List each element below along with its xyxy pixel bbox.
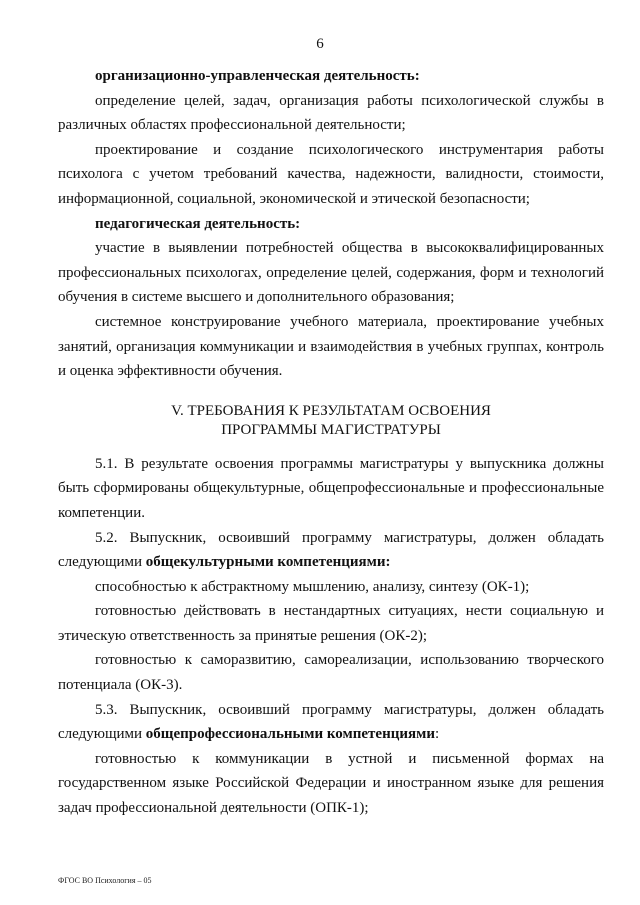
activity-label-ped: педагогическая деятельность: <box>95 215 301 232</box>
activity-label-org: организационно-управленческая деятельность: <box>95 68 420 84</box>
paragraph: определение целей, задач, организация работы психологической службы в различных областях профессиональной деятельности; <box>58 92 604 134</box>
clause-5-3-colon: : <box>434 726 440 743</box>
competence-ok3: готовностью к саморазвитию, самореализации, использованию творческого потенциала (ОК-3). <box>58 652 604 694</box>
paragraph: проектирование и создание психологического инструментария работы психолога с учетом требований качества, надежности, валидности, стоимости, информационной, социальной, экономической и этической безопасности; <box>58 141 604 207</box>
clause-5-1: 5.1. В результате освоения программы магистратуры у выпускника должны быть сформированы общекультурные, общепрофессиональные и профессиональные компетенции. <box>58 455 604 521</box>
clause-5-3-bold: общепрофессиональными компетенциями <box>145 726 435 743</box>
clause-5-3 <box>58 698 604 747</box>
clause-5-3-text: 5.3. Выпускник, освоивший программу магистратуры, должен обладать следующими <box>58 701 604 743</box>
competence-ok1: способностью к абстрактному мышлению, анализу, синтезу (ОК-1); <box>95 578 530 595</box>
section-heading-line2: ПРОГРАММЫ МАГИСТРАТУРЫ <box>221 421 441 438</box>
clause-5-2-text: 5.2. Выпускник, освоивший программу магистратуры, должен обладать следующими <box>58 529 604 571</box>
document-body <box>58 64 604 821</box>
paragraph: участие в выявлении потребностей общества в высококвалифицированных профессиональных психологах, определение целей, содержания, форм и технологий обучения в системе высшего и дополнительного образования; <box>58 240 604 306</box>
paragraph: системное конструирование учебного материала, проектирование учебных занятий, организация коммуникации и взаимодействия в учебных группах, контроль и оценка эффективности обучения. <box>58 313 604 380</box>
page-number: 6 <box>316 36 324 52</box>
clause-5-2 <box>58 526 604 575</box>
footer-label: ФГОС ВО Психология – 05 <box>58 876 152 885</box>
section-heading <box>58 402 604 440</box>
section-heading-line1: V. ТРЕБОВАНИЯ К РЕЗУЛЬТАТАМ ОСВОЕНИЯ <box>171 402 491 419</box>
clause-5-2-bold: общекультурными компетенциями: <box>145 554 391 571</box>
competence-opk1: готовностью к коммуникации в устной и письменной формах на государственном языке Российской Федерации и иностранном языке для решения задач профессиональной деятельности (ОПК-1); <box>58 750 604 817</box>
competence-ok2: готовностью действовать в нестандартных ситуациях, нести социальную и этическую ответственность за принятые решения (ОК-2); <box>58 603 604 644</box>
